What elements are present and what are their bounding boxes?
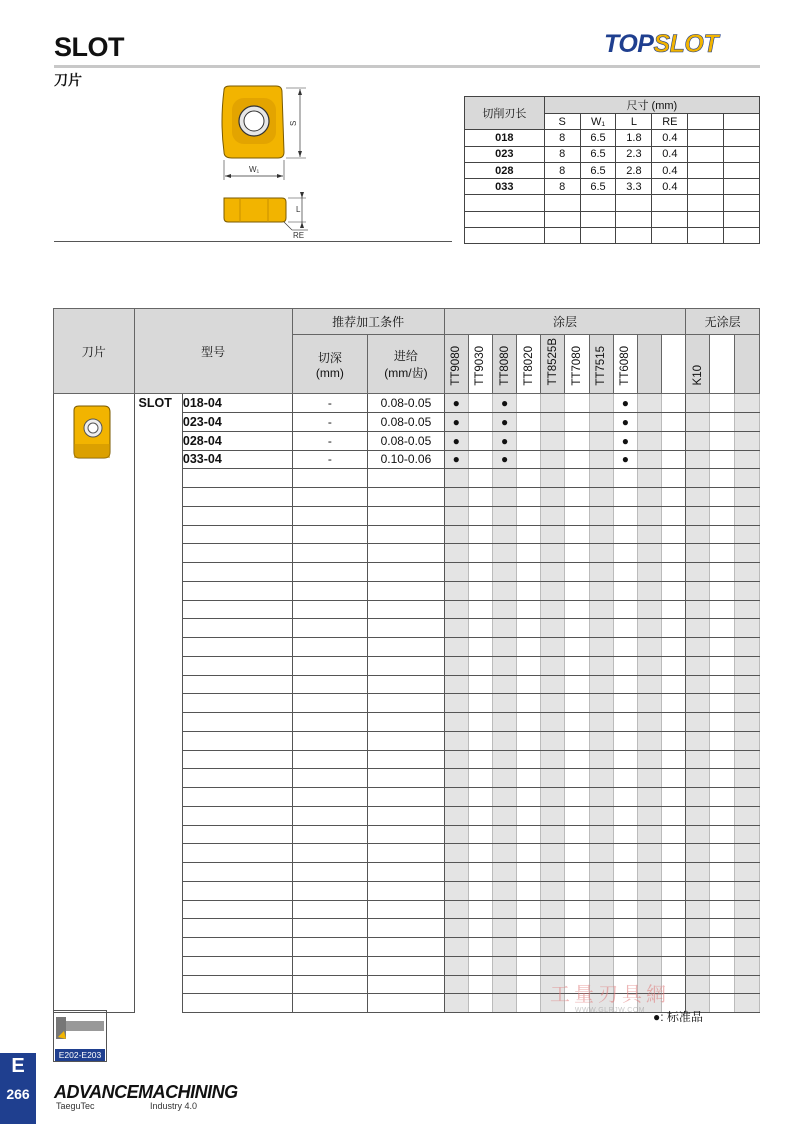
availability-mark xyxy=(541,413,565,432)
insert-grade-table xyxy=(53,308,760,1013)
grade-k10: K10 xyxy=(686,335,710,394)
availability-mark xyxy=(565,450,589,469)
table-row-empty xyxy=(54,900,760,919)
dim-row: 028 8 6.5 2.8 0.4 xyxy=(465,162,760,178)
availability-mark xyxy=(541,450,565,469)
company-name: TaeguTec xyxy=(56,1101,95,1111)
availability-mark: ● xyxy=(444,413,468,432)
availability-mark xyxy=(637,431,661,450)
grade-tt6080: TT6080 xyxy=(613,335,637,394)
availability-mark xyxy=(589,450,613,469)
depth-value: - xyxy=(292,413,368,432)
availability-mark xyxy=(565,431,589,450)
availability-mark: ● xyxy=(613,431,637,450)
insert-image-cell xyxy=(54,394,135,1013)
model-code: 028-04 xyxy=(182,431,292,450)
label-l: L xyxy=(296,205,301,214)
dim-col-re: RE xyxy=(652,114,688,130)
availability-mark xyxy=(662,413,686,432)
page-title: SLOT xyxy=(54,32,124,62)
col-insert: 刀片 xyxy=(54,309,135,394)
table-row-empty xyxy=(54,563,760,582)
table-row-empty xyxy=(54,750,760,769)
watermark: 工量刃具網 WWW.GLRJW.COM xyxy=(550,984,670,1014)
grade-tt7515: TT7515 xyxy=(589,335,613,394)
availability-mark: ● xyxy=(493,450,517,469)
page-subtitle: 刀片 xyxy=(54,72,82,88)
availability-mark xyxy=(686,431,710,450)
dim-row-empty xyxy=(465,211,760,227)
table-row-empty xyxy=(54,881,760,900)
availability-mark xyxy=(710,431,734,450)
availability-mark: ● xyxy=(444,431,468,450)
availability-mark xyxy=(710,450,734,469)
brand-slot: SLOT xyxy=(653,30,719,58)
insert-dimension-diagram xyxy=(210,80,320,240)
availability-mark xyxy=(589,413,613,432)
table-row-empty xyxy=(54,581,760,600)
table-row-empty xyxy=(54,825,760,844)
page-number: 266 xyxy=(6,1086,30,1102)
col-feed: 进给 (mm/齿) xyxy=(368,335,445,394)
table-row-empty xyxy=(54,806,760,825)
availability-mark xyxy=(468,431,492,450)
availability-mark xyxy=(565,413,589,432)
model-code: 033-04 xyxy=(182,450,292,469)
advance-machining-logo: ADVANCEMACHINING xyxy=(54,1082,238,1102)
dim-row: 023 8 6.5 2.3 0.4 xyxy=(465,146,760,162)
table-row-empty xyxy=(54,488,760,507)
dim-row-empty xyxy=(465,195,760,211)
depth-value: - xyxy=(292,394,368,413)
availability-mark xyxy=(686,450,710,469)
table-row-empty xyxy=(54,525,760,544)
depth-value: - xyxy=(292,431,368,450)
col-conditions: 推荐加工条件 xyxy=(292,309,444,335)
table-row-empty xyxy=(54,619,760,638)
table-row xyxy=(54,394,760,413)
col-model: 型号 xyxy=(134,309,292,394)
availability-mark xyxy=(662,431,686,450)
availability-mark xyxy=(686,413,710,432)
table-row-empty xyxy=(54,469,760,488)
availability-mark xyxy=(517,450,541,469)
table-row-empty xyxy=(54,731,760,750)
table-row-empty xyxy=(54,844,760,863)
section-letter: E xyxy=(11,1055,25,1077)
availability-mark xyxy=(541,394,565,413)
dim-group-label: 尺寸 (mm) xyxy=(544,97,759,114)
label-re: RE xyxy=(293,231,305,240)
table-row-empty xyxy=(54,656,760,675)
dim-col-s: S xyxy=(544,114,580,130)
table-row-empty xyxy=(54,769,760,788)
availability-mark xyxy=(468,413,492,432)
col-coated: 涂层 xyxy=(444,309,686,335)
availability-mark: ● xyxy=(444,394,468,413)
availability-mark xyxy=(637,413,661,432)
brand-top: TOP xyxy=(604,30,654,58)
availability-mark: ● xyxy=(444,450,468,469)
table-row-empty xyxy=(54,638,760,657)
availability-mark xyxy=(468,394,492,413)
dim-col-w1: W₁ xyxy=(580,114,616,130)
depth-value: - xyxy=(292,450,368,469)
label-s: S xyxy=(289,120,298,126)
availability-mark xyxy=(517,413,541,432)
dim-row-empty xyxy=(465,228,760,244)
availability-mark xyxy=(662,394,686,413)
availability-mark xyxy=(589,394,613,413)
availability-mark xyxy=(637,394,661,413)
col-depth: 切深 (mm) xyxy=(292,335,368,394)
table-row-empty xyxy=(54,713,760,732)
table-row xyxy=(54,431,760,450)
model-prefix: SLOT xyxy=(138,396,172,411)
header-rule xyxy=(54,65,760,68)
availability-mark xyxy=(517,394,541,413)
availability-mark: ● xyxy=(613,450,637,469)
model-code: 023-04 xyxy=(182,413,292,432)
grade-tt8525b: TT8525B xyxy=(541,335,565,394)
table-row-empty xyxy=(54,600,760,619)
feed-value: 0.08-0.05 xyxy=(368,431,445,450)
legend-standard-item: ●: 标准品 xyxy=(653,1010,703,1024)
grade-tt9080: TT9080 xyxy=(444,335,468,394)
table-row-empty xyxy=(54,788,760,807)
availability-mark xyxy=(710,413,734,432)
availability-mark xyxy=(637,450,661,469)
availability-mark xyxy=(662,450,686,469)
dim-col-code: 切削刃长 xyxy=(465,97,545,130)
table-row-empty xyxy=(54,863,760,882)
availability-mark: ● xyxy=(613,394,637,413)
feed-value: 0.08-0.05 xyxy=(368,413,445,432)
holder-icon xyxy=(54,1011,106,1049)
table-row-empty xyxy=(54,919,760,938)
feed-value: 0.10-0.06 xyxy=(368,450,445,469)
table-row-empty xyxy=(54,544,760,563)
label-w1: W₁ xyxy=(249,165,260,174)
diagram-rule xyxy=(54,241,452,242)
reference-pages-label[interactable]: E202-E203 xyxy=(55,1049,105,1061)
grade-tt9030: TT9030 xyxy=(468,335,492,394)
grade-tt8080: TT8080 xyxy=(493,335,517,394)
table-row xyxy=(54,413,760,432)
availability-mark xyxy=(468,450,492,469)
topslot-logo xyxy=(604,30,718,59)
availability-mark xyxy=(565,394,589,413)
availability-mark: ● xyxy=(493,413,517,432)
section-tab xyxy=(0,1053,36,1124)
dim-row: 033 8 6.5 3.3 0.4 xyxy=(465,179,760,195)
dim-row: 018 8 6.5 1.8 0.4 xyxy=(465,130,760,146)
dimension-table xyxy=(464,96,760,244)
table-row-empty xyxy=(54,675,760,694)
grade-tt8020: TT8020 xyxy=(517,335,541,394)
table-row-empty xyxy=(54,506,760,525)
availability-mark xyxy=(589,431,613,450)
feed-value: 0.08-0.05 xyxy=(368,394,445,413)
availability-mark xyxy=(686,394,710,413)
availability-mark xyxy=(541,431,565,450)
availability-mark: ● xyxy=(613,413,637,432)
model-code: 018-04 xyxy=(182,394,292,413)
footer-tagline: Industry 4.0 xyxy=(150,1101,198,1111)
dim-col-l: L xyxy=(616,114,652,130)
availability-mark: ● xyxy=(493,431,517,450)
availability-mark xyxy=(710,394,734,413)
grade-tt7080: TT7080 xyxy=(565,335,589,394)
insert-icon xyxy=(70,404,114,460)
table-row-empty xyxy=(54,694,760,713)
col-uncoated: 无涂层 xyxy=(686,309,760,335)
availability-mark xyxy=(517,431,541,450)
availability-mark: ● xyxy=(493,394,517,413)
table-row xyxy=(54,450,760,469)
